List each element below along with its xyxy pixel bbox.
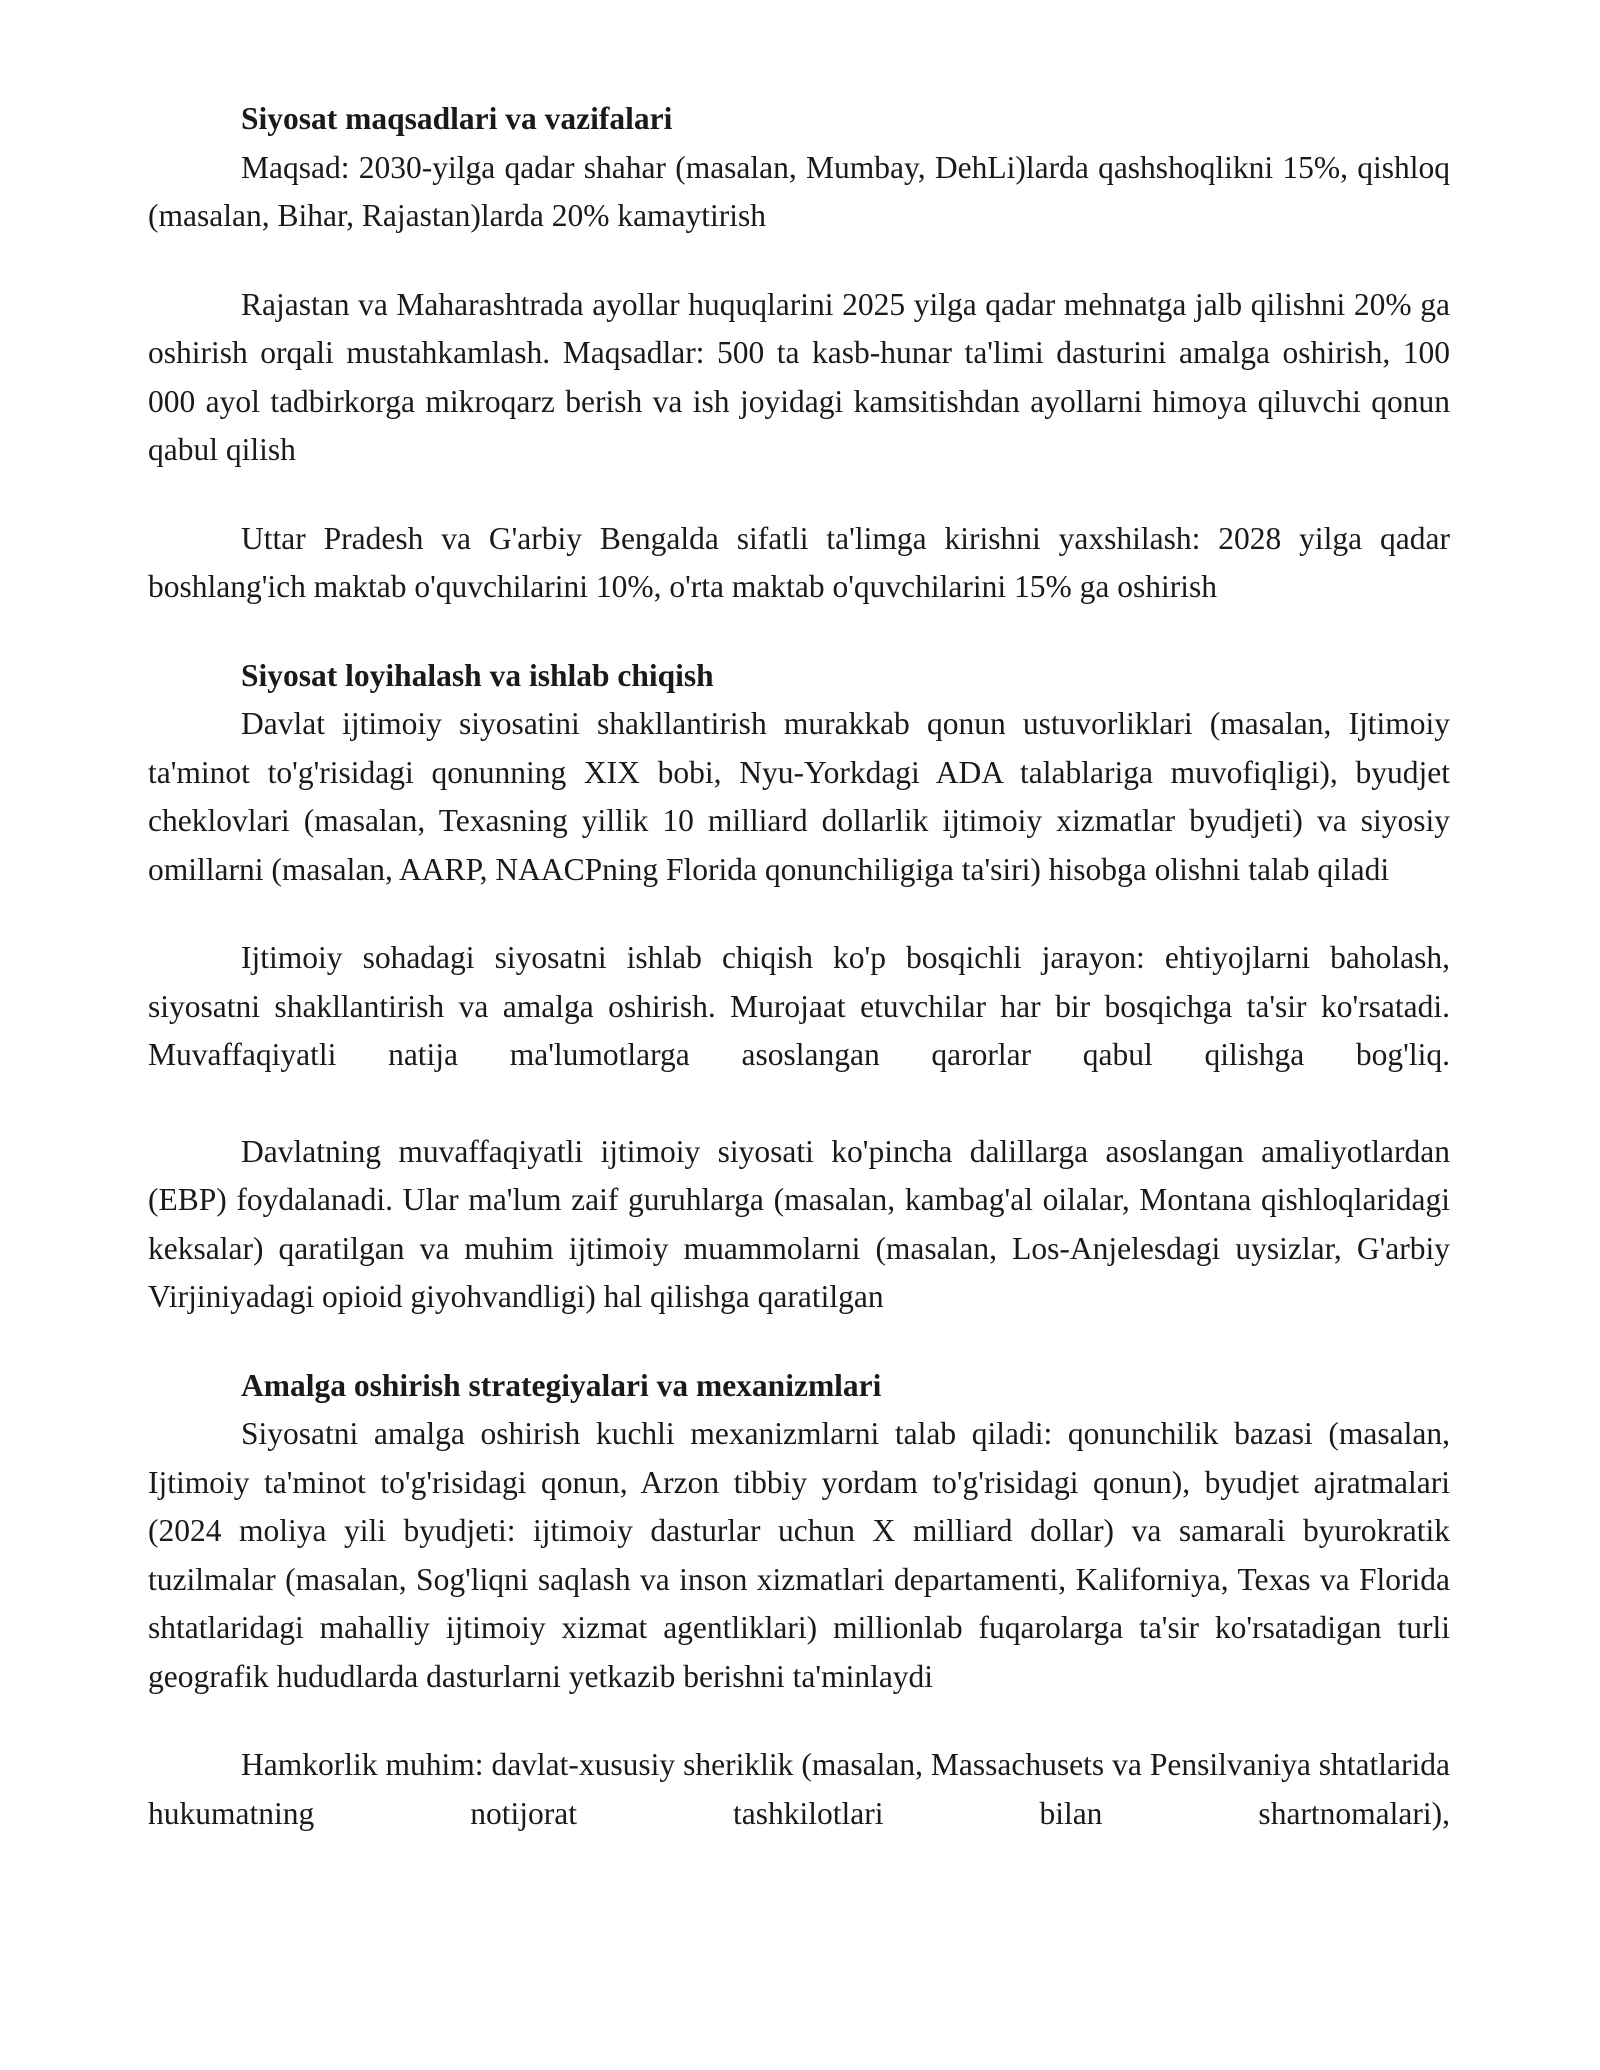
paragraph: Siyosatni amalga oshirish kuchli mexanizmlarni talab qiladi: qonunchilik bazasi (masalan, Ijtimoiy ta'minot to'g'risidagi qonun, Arzon tibbiy yordam to'g'risidagi qonun), byudjet ajratmalari (2024 moliya yili byudjeti: ijtimoiy dasturlar uchun X milliard dollar) va samarali byurokratik tuzilmalar (masalan, Sog'liqni saqlash va inson xizmatlari departamenti, Kaliforniya, Texas va Florida shtatlaridagi mahalliy ijtimoiy xizmat agentliklari) millionlab fuqarolarga ta'sir ko'rsatadigan turli geografik hududlarda dasturlarni yetkazib berishni ta'minlaydi (148, 1416, 1450, 1694)
section-heading: Siyosat maqsadlari va vazifalari (241, 101, 673, 136)
section-heading: Siyosat loyihalash va ishlab chiqish (241, 657, 714, 693)
paragraph: Davlatning muvaffaqiyatli ijtimoiy siyosati ko'pincha dalillarga asoslangan amaliyotlardan (EBP) foydalanadi. Ular ma'lum zaif guruhlarga (masalan, kambag'al oilalar, Montana qishloqlaridagi keksalar) qaratilgan va muhim ijtimoiy muammolarni (masalan, Los-Anjelesdagi uysizlar, G'arbiy Virjiniyadagi opioid giyohvandligi) hal qilishga qaratilgan (148, 1133, 1450, 1314)
paragraph: Ijtimoiy sohadagi siyosatni ishlab chiqish ko'p bosqichli jarayon: ehtiyojlarni baholash, siyosatni shakllantirish va amalga oshirish. Murojaat etuvchilar har bir bosqichga ta'sir ko'rsatadi. Muvaffaqiyatli natija ma'lumotlarga asoslangan qarorlar qabul qilishga bog'liq. (148, 940, 1450, 1072)
paragraph: Hamkorlik muhim: davlat-xususiy sheriklik (masalan, Massachusets va Pensilvaniya shtatlarida hukumatning notijorat tashkilotlari bilan shartnomalari), (148, 1747, 1450, 1831)
paragraph: Uttar Pradesh va G'arbiy Bengalda sifatli ta'limga kirishni yaxshilash: 2028 yilga qadar boshlang'ich maktab o'quvchilarini 10%, o'rta maktab o'quvchilarini 15% ga oshirish (148, 520, 1450, 604)
spacer (148, 1080, 1450, 1128)
paragraph: Davlat ijtimoiy siyosatini shakllantirish murakkab qonun ustuvorliklari (masalan, Ijtimoiy ta'minot to'g'risidagi qonunning XIX bobi, Nyu-Yorkdagi ADA talablariga muvofiqligi), byudjet cheklovlari (masalan, Texasning yillik 10 milliard dollarlik ijtimoiy xizmatlar byudjeti) va siyosiy omillarni (masalan, AARP, NAACPning Florida qonunchiligiga ta'siri) hisobga olishni talab qiladi (148, 706, 1450, 887)
paragraph: Rajastan va Maharashtrada ayollar huquqlarini 2025 yilga qadar mehnatga jalb qilishni 20% ga oshirish orqali mustahkamlash. Maqsadlar: 500 ta kasb-hunar ta'limi dasturini amalga oshirish, 100 000 ayol tadbirkorga mikroqarz berish va ish joyidagi kamsitishdan ayollarni himoya qiluvchi qonun qabul qilish (148, 286, 1450, 467)
section-heading: Amalga oshirish strategiyalari va mexanizmlari (241, 1367, 882, 1403)
paragraph: Maqsad: 2030-yilga qadar shahar (masalan, Mumbay, DehLi)larda qashshoqlikni 15%, qishloq (masalan, Bihar, Rajastan)larda 20% kamaytirish (148, 149, 1450, 233)
